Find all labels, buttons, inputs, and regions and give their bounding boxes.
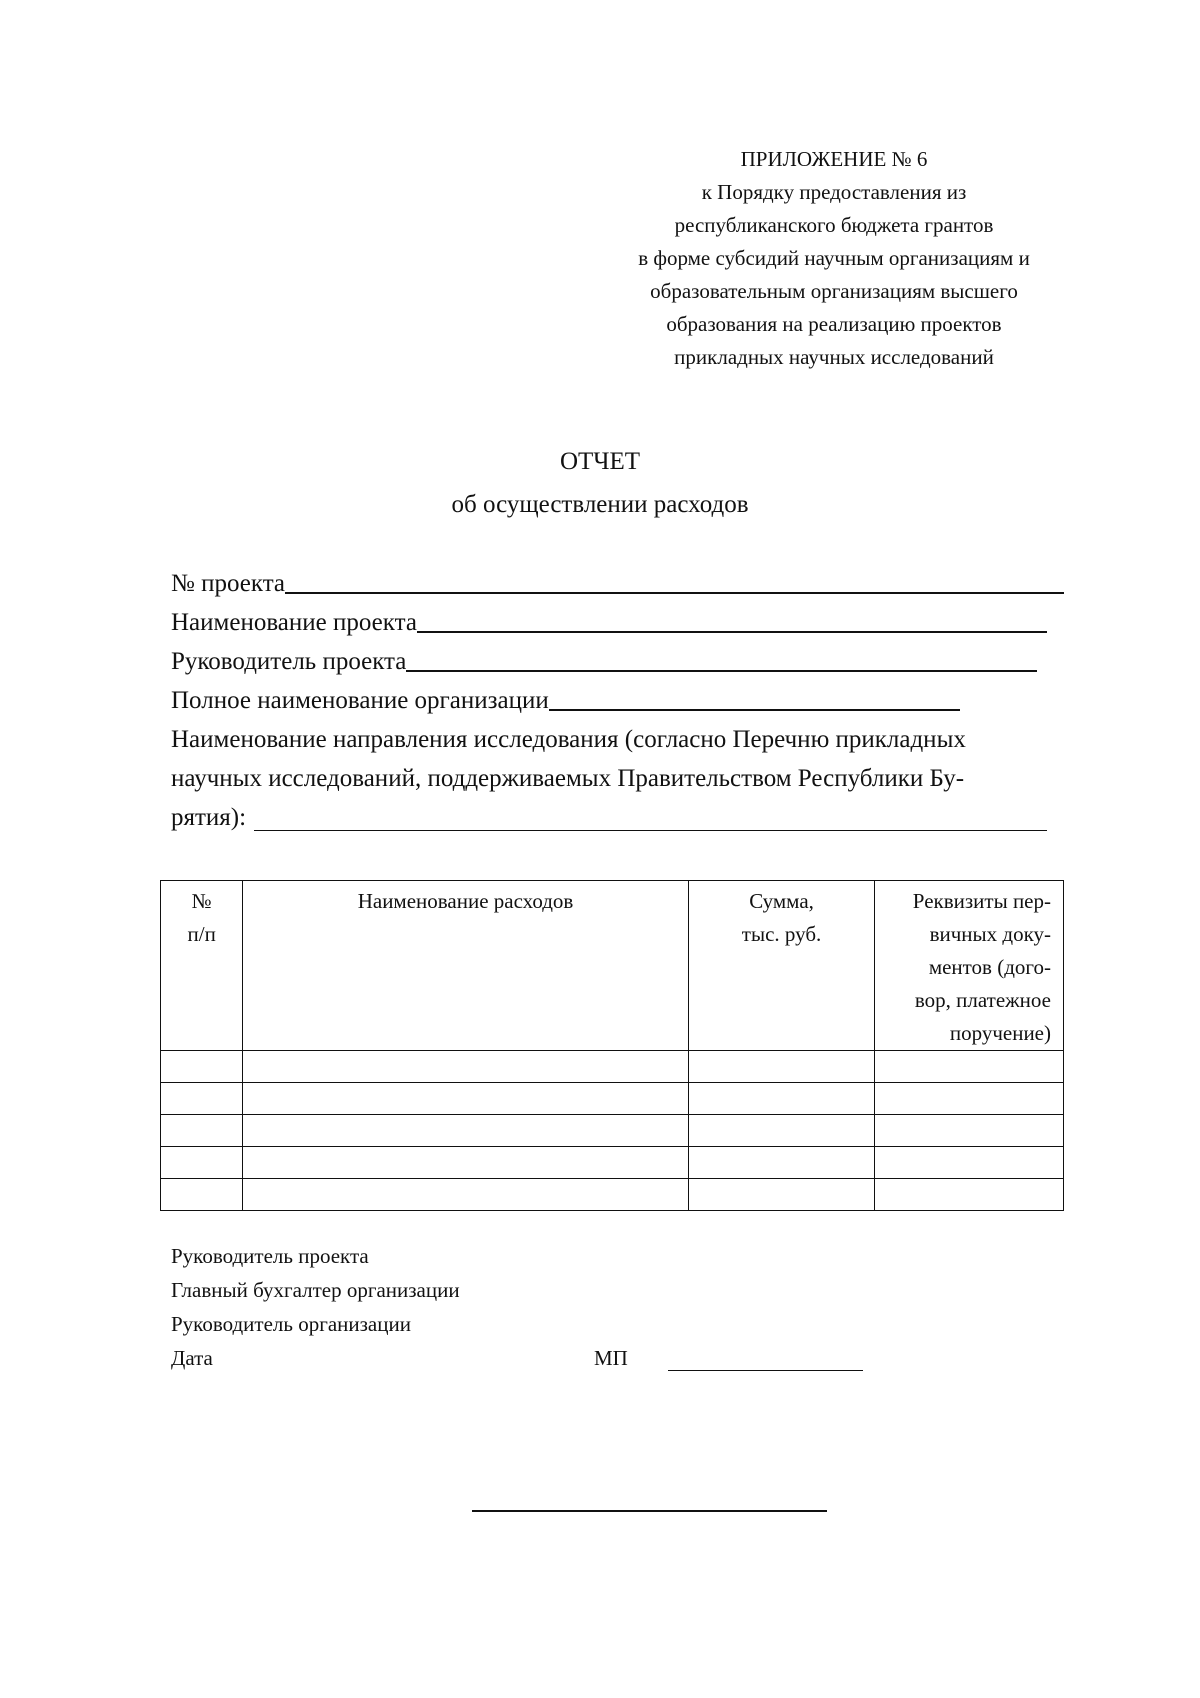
signature-org-head: Руководитель организации (171, 1312, 411, 1336)
table-cell[interactable] (161, 1051, 243, 1083)
appendix-line: прикладных научных исследований (674, 345, 994, 369)
table-cell[interactable] (688, 1083, 875, 1115)
research-direction-blank[interactable] (254, 830, 1047, 831)
appendix-block (600, 143, 1068, 374)
table-cell[interactable] (161, 1083, 243, 1115)
project-lead-field (171, 644, 1037, 676)
table-cell[interactable] (243, 1051, 688, 1083)
project-number-blank[interactable] (285, 592, 1064, 594)
table-row (161, 1179, 1064, 1211)
research-direction-label-line: научных исследований, поддерживаемых Правительством Республики Бу- (171, 765, 965, 792)
organization-name-label: Полное наименование организации (171, 687, 549, 714)
column-header-amount: Сумма, тыс. руб. (688, 881, 875, 1051)
table-row (161, 1147, 1064, 1179)
report-subtitle: об осуществлении расходов (451, 491, 749, 518)
table-cell[interactable] (875, 1147, 1064, 1179)
project-name-blank[interactable] (417, 631, 1047, 633)
expenses-table (160, 880, 1064, 1211)
appendix-line: образования на реализацию проектов (666, 312, 1002, 336)
date-label: Дата (171, 1346, 213, 1370)
report-title: ОТЧЕТ (559, 448, 641, 475)
organization-name-field (171, 683, 960, 715)
signature-chief-accountant: Главный бухгалтер организации (171, 1278, 460, 1302)
table-cell[interactable] (688, 1115, 875, 1147)
date-blank[interactable] (668, 1370, 863, 1371)
table-cell[interactable] (161, 1147, 243, 1179)
project-number-label: № проекта (171, 570, 286, 597)
table-row (161, 1051, 1064, 1083)
table-row (161, 1115, 1064, 1147)
project-lead-blank[interactable] (406, 670, 1037, 672)
project-name-label: Наименование проекта (171, 609, 417, 636)
table-cell[interactable] (875, 1051, 1064, 1083)
table-cell[interactable] (243, 1179, 688, 1211)
table-cell[interactable] (243, 1147, 688, 1179)
table-cell[interactable] (688, 1051, 875, 1083)
research-direction-field (171, 720, 1091, 837)
table-header-row (161, 881, 1064, 1051)
research-direction-label-line: Наименование направления исследования (согласно Перечню прикладных (171, 726, 966, 753)
appendix-line: к Порядку предоставления из (701, 180, 967, 204)
project-name-field (171, 605, 1047, 637)
table-cell[interactable] (243, 1115, 688, 1147)
table-cell[interactable] (161, 1115, 243, 1147)
table-cell[interactable] (688, 1179, 875, 1211)
footer-separator-line (472, 1510, 827, 1512)
appendix-line: образовательным организациям высшего (650, 279, 1018, 303)
signature-project-lead: Руководитель проекта (171, 1244, 369, 1268)
seal-label: МП (594, 1346, 628, 1370)
column-header-documents: Реквизиты пер- вичных доку- ментов (дого- вор, платежное поручение) (875, 881, 1064, 1051)
column-header-expense-name: Наименование расходов (243, 881, 688, 1051)
research-direction-label-line: рятия): (171, 804, 247, 831)
table-cell[interactable] (875, 1083, 1064, 1115)
table-cell[interactable] (161, 1179, 243, 1211)
table-cell[interactable] (243, 1083, 688, 1115)
table-cell[interactable] (875, 1179, 1064, 1211)
table-cell[interactable] (875, 1115, 1064, 1147)
organization-name-blank[interactable] (549, 709, 960, 711)
table-row (161, 1083, 1064, 1115)
project-number-field (171, 566, 1064, 598)
appendix-line: республиканского бюджета грантов (674, 213, 994, 237)
project-lead-label: Руководитель проекта (171, 648, 407, 675)
appendix-title: ПРИЛОЖЕНИЕ № 6 (740, 147, 928, 171)
appendix-line: в форме субсидий научным организациям и (638, 246, 1030, 270)
column-header-number: № п/п (161, 881, 243, 1051)
table-cell[interactable] (688, 1147, 875, 1179)
